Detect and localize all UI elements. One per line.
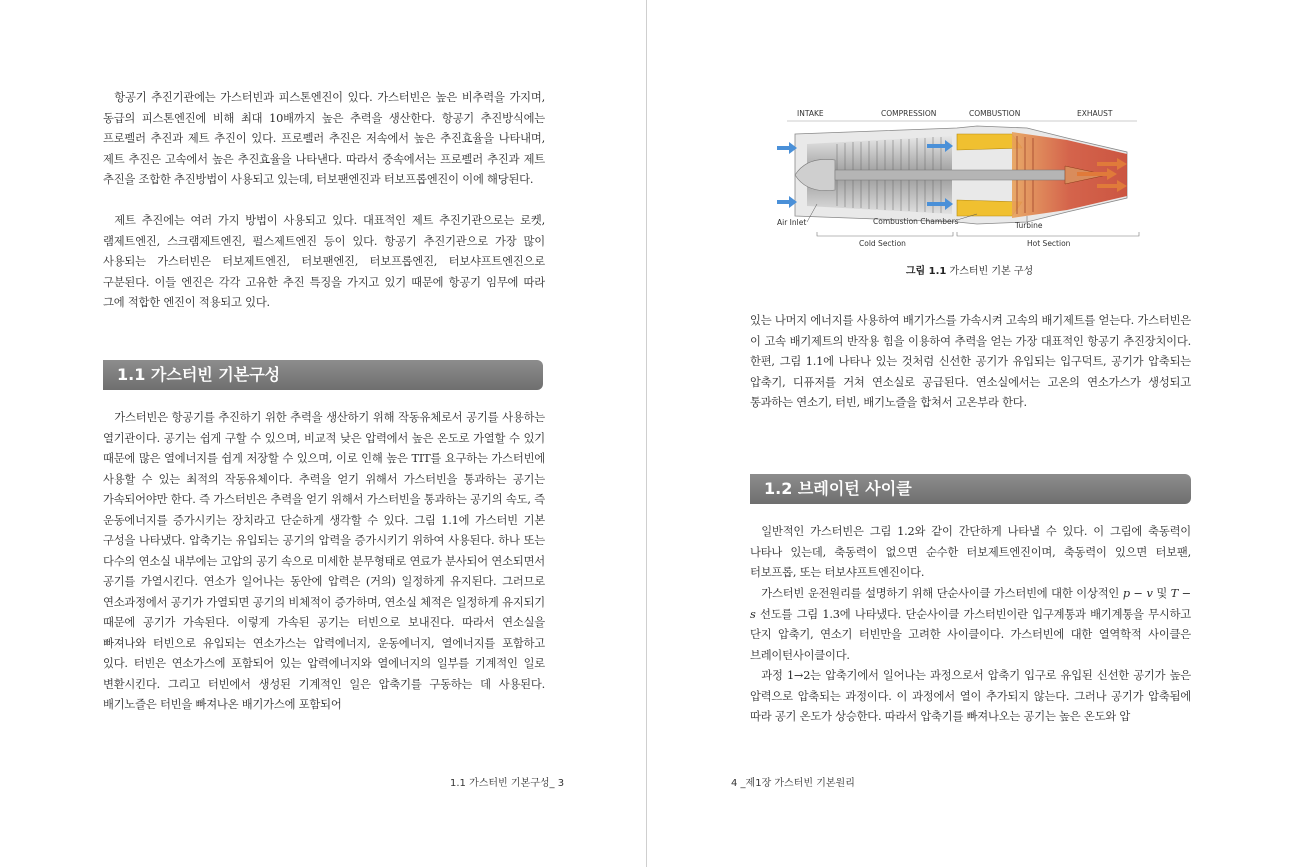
section-heading-1-2: 1.2 브레이턴 사이클 — [750, 474, 1191, 504]
label-combustion: COMBUSTION — [969, 109, 1021, 118]
section-1-2-paragraph-3: 과정 1→2는 압축기에서 일어나는 과정으로서 압축기 입구로 유입된 신선한 공기가 높은 압력으로 압축되는 과정이다. 이 과정에서 열이 추가되지 않는다. 그러나 공기가 압축됨에 따라 공기 온도가 상승한다. 따라서 압축기를 빠져나오는 공기는 높은 온도와 압 — [750, 669, 1191, 723]
engine-shaft — [835, 170, 1065, 180]
label-exhaust: EXHAUST — [1077, 109, 1113, 118]
figure-caption — [647, 262, 1292, 277]
section-1-2-paragraph-1: 일반적인 가스터빈은 그림 1.2와 같이 간단하게 나타낼 수 있다. 이 그림에 축동력이 나타나 있는데, 축동력이 없으면 순수한 터보제트엔진이며, 축동력이 있으면 터보팬, 터보프롭, 또는 터보샤프트엔진이다. — [750, 525, 1191, 579]
label-air-inlet: Air Inlet — [777, 218, 807, 227]
label-intake: INTAKE — [797, 109, 824, 118]
p-v-math: p − v — [1122, 587, 1153, 600]
p2-text-mid: 및 — [1152, 587, 1171, 600]
p2-text-after: 선도를 그림 1.3에 나타냈다. 단순사이클 가스터빈이란 입구계통과 배기계통을 무시하고 단지 압축기, 연소기 터빈만을 고려한 사이클이다. 가스터빈에 대한 열역학적 사이클은 브레이턴사이클이다. — [750, 607, 1191, 662]
label-turbine: Turbine — [1015, 221, 1043, 230]
label-combustion-chambers: Combustion Chambers — [873, 217, 959, 226]
section-heading-1-1: 1.1 가스터빈 기본구성 — [103, 360, 543, 390]
figure-caption-text: 가스터빈 기본 구성 — [949, 266, 1034, 277]
label-hot-section: Hot Section — [1027, 239, 1071, 248]
page-footer-left: 1.1 가스터빈 기본구성_ 3 — [450, 778, 565, 789]
figure-caption-number: 그림 1.1 — [905, 266, 947, 277]
section-1-1-paragraph: 가스터빈은 항공기를 추진하기 위한 추력을 생산하기 위해 작동유체로서 공기를 사용하는 열기관이다. 공기는 쉽게 구할 수 있으며, 비교적 낮은 압력에서 높은 온도로 가열할 수 있기 때문에 많은 열에너지를 쉽게 저장할 수 있으며, 이로 인해 높은 TIT를 요구하는 가스터빈에 사용할 수 있는 최적의 작동유체이다. 추력을 얻기 위해서 가스터빈을 통과하는 공기는 가속되어야만 한다. 즉 가스터빈은 추력을 얻기 위해서 가스터빈을 통과하는 공기의 속도, 즉 운동에너지를 증가시키는 장치라고 단순하게 생각할 수 있다. 그림 1.1에 가스터빈 기본 구성을 나타냈다. 압축기는 유입되는 공기의 압력을 증가시키기 위하여 사용된다. 하나 또는 다수의 연소실 내부에는 고압의 공기 속으로 미세한 분무형태로 연료가 분사되어 연소되면서 공기를 가열시킨다. 연소가 일어나는 동안에 압력은 (거의) 일정하게 유지된다. 그러므로 연소과정에서 공기가 가열되면 공기의 비체적이 증가하며, 연소실 체적은 일정하게 유지되기 때문에 공기가 가속된다. 이렇게 가속된 공기는 터빈으로 보내진다. 따라서 연소실을 빠져나와 터빈으로 유입되는 연소가스는 압력에너지, 운동에너지, 열에너지를 포함하고 있다. 터빈은 연소가스에 포함되어 있는 압력에너지와 열에너지의 일부를 기계적인 일로 변환시킨다. 그리고 터빈에서 생성된 기계적인 일은 압축기를 구동하는 데 사용된다. 배기노즐은 터빈을 빠져나온 배기가스에 포함되어 — [103, 411, 545, 711]
continued-paragraph: 있는 나머지 에너지를 사용하여 배기가스를 가속시켜 고속의 배기제트를 얻는다. 가스터빈은 이 고속 배기제트의 반작용 힘을 이용하여 추력을 얻는 가장 대표적인 항공기 추진장치이다. 한편, 그림 1.1에 나타나 있는 것처럼 신선한 공기가 유입되는 입구덕트, 공기가 압축되는 압축기, 디퓨저를 거쳐 연소실로 공급된다. 연소실에서는 고온의 연소가스가 생성되고 통과하는 연소기, 터빈, 배기노즐을 합쳐서 고온부라 한다. — [750, 314, 1191, 409]
section-1-2-paragraph-2 — [750, 584, 1191, 666]
t-s-math: T − s — [750, 587, 1192, 621]
p2-text-before: 가스터빈 운전원리를 설명하기 위해 단순사이클 가스터빈에 대한 이상적인 — [761, 587, 1123, 600]
hot-section-bracket — [957, 232, 1139, 236]
label-compression: COMPRESSION — [881, 109, 937, 118]
page-footer-right: 4 _제1장 가스터빈 기본원리 — [731, 778, 855, 789]
intro-paragraph-1: 항공기 추진기관에는 가스터빈과 피스톤엔진이 있다. 가스터빈은 높은 비추력을 가지며, 동급의 피스톤엔진에 비해 최대 10배까지 높은 추력을 생산한다. 항공기 추진방식에는 프로펠러 추진과 제트 추진이 있다. 프로펠러 추진은 저속에서 높은 추진효율을 나타내며, 제트 추진은 고속에서 높은 추진효율을 나타낸다. 따라서 중속에서는 프로펠러 추진과 제트 추진을 조합한 추진방법이 사용되고 있는데, 터보팬엔진과 터보프롭엔진이 이에 해당된다. — [103, 91, 545, 186]
right-page — [647, 0, 1292, 867]
label-cold-section: Cold Section — [859, 239, 906, 248]
intro-paragraph-2: 제트 추진에는 여러 가지 방법이 사용되고 있다. 대표적인 제트 추진기관으로는 로켓, 램제트엔진, 스크램제트엔진, 펄스제트엔진 등이 있다. 항공기 추진기관으로 가장 많이 사용되는 가스터빈은 터보제트엔진, 터보팬엔진, 터보프롭엔진, 터보샤프트엔진으로 구분된다. 이들 엔진은 각각 고유한 추진 특징을 가지고 있기 때문에 항공기 임무에 따라 그에 적합한 엔진이 적용되고 있다. — [103, 214, 545, 309]
gas-turbine-diagram — [777, 104, 1157, 250]
cold-section-bracket — [817, 232, 953, 236]
